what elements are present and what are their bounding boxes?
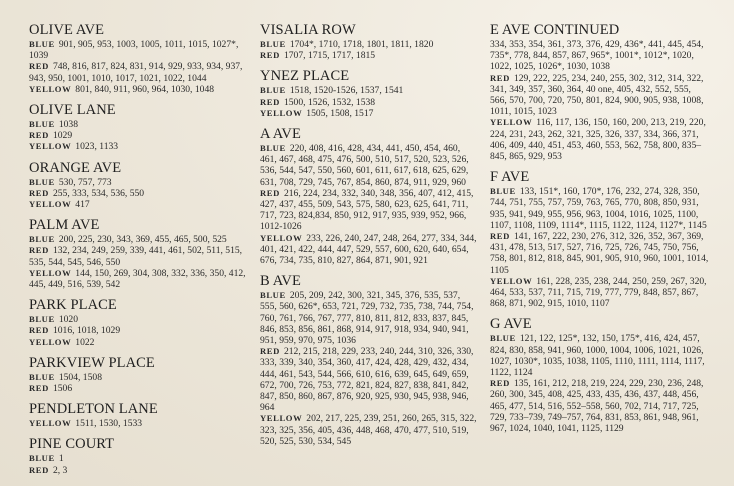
street-name: YNEZ PLACE [260, 68, 350, 85]
color-label: RED [260, 346, 280, 357]
street-entry [490, 316, 710, 434]
street-entry [29, 217, 247, 290]
street-name: PARKVIEW PLACE [29, 354, 155, 371]
address-line [490, 73, 710, 118]
address-line [29, 130, 247, 141]
street-entry [29, 436, 247, 475]
address-line [260, 108, 478, 119]
address-numbers: 133, 151*, 160, 170*, 176, 232, 274, 328, 350, 744, 751, 755, 757, 759, 763, 765, 770, 808, 850, 931, 935, 941, 949, 955, 956, 963, 1004, 1016, 1025, 1100, 1107, 1108, 1109, 1114*, 1115, 1122, 1124, 1127*, 1145 [490, 186, 707, 231]
street-name: PALM AVE [29, 217, 100, 234]
street-entry [29, 160, 247, 211]
address-line [490, 39, 710, 73]
address-numbers: 132, 234, 249, 259, 339, 441, 461, 502, 511, 515, 535, 544, 545, 546, 550 [29, 245, 243, 268]
address-line [29, 141, 247, 152]
address-numbers: 135, 161, 212, 218, 219, 224, 229, 230, 236, 248, 260, 300, 345, 408, 425, 433, 435, 436, 437, 448, 456, 465, 477, 514, 516, 552–558, 560, 702, 714, 717, 725, 729, 733–739, 749–757, 764, 831, 853, 861, 948, 961, 967, 1024, 1040, 1041, 1125, 1129 [490, 378, 704, 435]
address-numbers: 334, 353, 354, 361, 373, 376, 429, 436*, 441, 445, 454, 735*, 778, 844, 857, 867, 965*, 1001*, 1012*, 1020, 1022, 1025, 1026*, 1030, 1038 [490, 39, 704, 73]
street-name: PINE COURT [29, 436, 115, 453]
address-line [490, 276, 710, 310]
color-label: YELLOW [29, 199, 72, 210]
street-entry [29, 355, 247, 394]
address-line [29, 119, 247, 130]
address-numbers: 2, 3 [52, 464, 68, 476]
address-line [29, 199, 247, 210]
street-name: ORANGE AVE [29, 159, 122, 176]
address-line [29, 383, 247, 394]
address-numbers: 141, 167, 222, 230, 276, 312, 326, 352, 367, 369, 431, 478, 513, 517, 527, 716, 725, 726, 745, 750, 756, 758, 801, 812, 818, 845, 901, 905, 910, 960, 1001, 1014, 1105 [490, 231, 709, 276]
address-line [260, 143, 478, 188]
street-name: OLIVE LANE [29, 102, 116, 119]
color-label: RED [490, 72, 510, 83]
address-numbers: 161, 228, 235, 238, 244, 250, 259, 267, 320, 464, 533, 537, 711, 715, 719, 777, 779, 848, 857, 867, 868, 871, 902, 915, 1010, 1107 [490, 275, 707, 310]
color-label: BLUE [260, 39, 286, 49]
address-numbers: 1518, 1520-1526, 1537, 1541 [289, 85, 404, 97]
address-line [29, 84, 247, 95]
address-numbers: 1505, 1508, 1517 [306, 107, 374, 119]
color-label: RED [490, 378, 510, 389]
address-line [260, 346, 478, 413]
address-line [260, 188, 478, 233]
color-label: BLUE [490, 186, 516, 197]
color-label: YELLOW [490, 275, 533, 286]
color-label: BLUE [260, 143, 286, 154]
color-label: BLUE [260, 85, 286, 96]
street-name: G AVE [490, 316, 532, 333]
address-numbers: 212, 215, 218, 229, 233, 240, 244, 310, 326, 330, 333, 339, 340, 354, 360, 417, 424, 428, 429, 432, 434, 444, 461, 543, 544, 566, 610, 616, 639, 645, 649, 659, 672, 700, 726, 753, 772, 821, 824, 827, 838, 841, 842, 847, 850, 860, 867, 876, 920, 925, 930, 945, 938, 946, 964 [260, 346, 474, 414]
address-numbers: 116, 117, 136, 150, 160, 200, 213, 219, 220, 224, 231, 243, 262, 321, 325, 326, 337, 334, 366, 371, 406, 409, 440, 451, 453, 460, 553, 562, 758, 800, 835–845, 865, 929, 953 [490, 117, 706, 163]
color-label: RED [29, 464, 49, 475]
color-label: BLUE [29, 314, 55, 325]
address-line [29, 337, 247, 348]
color-label: BLUE [29, 453, 55, 464]
street-name: B AVE [260, 273, 301, 290]
color-label: YELLOW [29, 141, 72, 152]
address-line [29, 177, 247, 188]
address-numbers: 205, 209, 242, 300, 321, 345, 376, 535, 537, 555, 560, 626*, 653, 721, 729, 732, 735, 738, 744, 754, 760, 761, 766, 767, 777, 810, 811, 812, 833, 837, 845, 846, 853, 856, 861, 868, 914, 917, 918, 934, 940, 941, 951, 959, 970, 975, 1036 [260, 290, 474, 347]
street-name: VISALIA ROW [260, 22, 356, 38]
address-numbers: 200, 225, 230, 343, 369, 455, 465, 500, 525 [58, 234, 227, 246]
color-label: RED [260, 187, 280, 198]
street-entry [260, 273, 478, 447]
color-label: BLUE [29, 39, 55, 49]
street-entry [490, 169, 710, 309]
address-line [29, 188, 247, 199]
address-numbers: 144, 150, 269, 304, 308, 332, 336, 350, 412, 445, 449, 516, 539, 542 [29, 267, 246, 291]
color-label: BLUE [29, 119, 55, 130]
address-numbers: 1016, 1018, 1029 [52, 325, 121, 337]
street-name: PARK PLACE [29, 297, 117, 314]
street-entry [29, 102, 247, 153]
street-entry [29, 297, 247, 348]
color-label: YELLOW [29, 83, 72, 94]
street-entry [29, 22, 247, 95]
street-name: E AVE CONTINUED [490, 22, 620, 38]
color-label: RED [260, 50, 280, 61]
color-label: BLUE [29, 176, 55, 187]
address-numbers: 121, 122, 125*, 132, 150, 175*, 416, 424, 457, 824, 830, 858, 941, 960, 1000, 1004, 1006, 1021, 1026, 1027, 1030*, 1035, 1038, 1105, 1110, 1111, 1114, 1117, 1122, 1124 [490, 333, 705, 379]
address-line [29, 61, 247, 83]
address-line [29, 325, 247, 336]
address-numbers: 220, 408, 416, 428, 434, 441, 450, 454, 460, 461, 467, 468, 475, 476, 500, 510, 517, 520, 523, 526, 536, 544, 547, 550, 560, 601, 611, 617, 618, 625, 629, 631, 708, 729, 745, 767, 854, 860, 874, 911, 929, 960 [260, 143, 469, 188]
street-entry [260, 126, 478, 266]
color-label: BLUE [260, 290, 286, 301]
address-numbers: 1504, 1508 [58, 371, 102, 383]
color-label: YELLOW [490, 117, 533, 128]
address-numbers: 1020 [58, 314, 78, 326]
address-line [490, 378, 710, 434]
address-line [260, 290, 478, 346]
color-label: RED [29, 325, 49, 336]
address-line [260, 233, 478, 267]
color-label: BLUE [490, 333, 516, 344]
address-numbers: 901, 905, 953, 1003, 1005, 1011, 1015, 1027*, 1039 [29, 39, 239, 62]
column-1 [29, 22, 247, 483]
address-numbers: 417 [75, 199, 90, 211]
address-numbers: 801, 840, 911, 960, 964, 1030, 1048 [75, 83, 215, 95]
address-numbers: 1023, 1133 [75, 141, 119, 153]
street-entry [490, 22, 710, 162]
address-line [260, 50, 478, 61]
address-numbers: 233, 226, 240, 247, 248, 264, 277, 334, 344, 401, 421, 422, 444, 447, 529, 557, 600, 620, 640, 654, 676, 734, 735, 810, 827, 864, 871, 901, 921 [260, 232, 477, 267]
color-label: BLUE [29, 234, 55, 245]
color-label: YELLOW [260, 107, 303, 118]
address-line [29, 453, 247, 464]
column-3 [490, 22, 710, 441]
street-name: F AVE [490, 169, 530, 186]
street-name: A AVE [260, 126, 301, 143]
address-line [490, 117, 710, 162]
address-numbers: 1029 [52, 130, 73, 142]
address-numbers: 216, 224, 234, 332, 340, 348, 356, 407, 412, 415, 427, 437, 455, 509, 543, 575, 580, 623, 625, 641, 711, 717, 723, 824,834, 850, 912, 917, 935, 939, 952, 966, 1012-1026 [260, 187, 474, 233]
color-label: YELLOW [29, 418, 72, 429]
address-line [29, 39, 247, 61]
address-line [490, 186, 710, 231]
color-label: RED [490, 231, 510, 242]
address-line [29, 372, 247, 383]
address-line [29, 245, 247, 267]
street-name: OLIVE AVE [29, 22, 105, 38]
address-numbers: 1511, 1530, 1533 [75, 418, 143, 430]
address-numbers: 1500, 1526, 1532, 1538 [283, 96, 376, 108]
street-entry [29, 401, 247, 429]
color-label: RED [29, 130, 49, 141]
address-line [29, 234, 247, 245]
color-label: RED [29, 383, 49, 394]
address-line [490, 333, 710, 378]
address-numbers: 1506 [52, 383, 73, 395]
street-entry [260, 68, 478, 119]
address-numbers: 1038 [58, 119, 78, 131]
color-label: BLUE [29, 371, 55, 382]
column-2 [260, 22, 478, 454]
address-line [29, 268, 247, 290]
address-numbers: 1 [58, 453, 64, 465]
address-line [29, 314, 247, 325]
address-numbers: 129, 222, 225, 234, 240, 255, 302, 312, 314, 322, 341, 349, 357, 360, 364, 40 one, 405, 432, 552, 555, 566, 570, 700, 720, 750, 801, 824, 900, 905, 938, 1008, 1011, 1015, 1023 [490, 72, 704, 118]
color-label: YELLOW [260, 413, 303, 424]
color-label: RED [29, 61, 49, 72]
color-label: YELLOW [29, 267, 72, 278]
address-numbers: 255, 333, 534, 536, 550 [52, 187, 145, 199]
address-numbers: 530, 757, 773 [58, 176, 112, 188]
address-line [490, 231, 710, 276]
address-numbers: 202, 217, 225, 239, 251, 260, 265, 315, 322, 323, 325, 356, 405, 436, 448, 468, 470, 477, 510, 519, 520, 525, 530, 534, 545 [260, 413, 477, 447]
address-line [29, 418, 247, 429]
address-numbers: 1704*, 1710, 1718, 1801, 1811, 1820 [289, 39, 434, 50]
color-label: YELLOW [260, 232, 303, 243]
color-label: YELLOW [29, 336, 72, 347]
address-numbers: 748, 816, 817, 824, 831, 914, 929, 933, 934, 937, 943, 950, 1001, 1010, 1017, 1021, 1022, 1044 [29, 61, 243, 84]
address-line [260, 97, 478, 108]
street-name: PENDLETON LANE [29, 401, 158, 418]
color-label: RED [29, 187, 49, 198]
address-line [260, 413, 478, 447]
address-line [29, 465, 247, 476]
color-label: RED [260, 96, 280, 107]
address-line [260, 85, 478, 96]
street-entry [260, 22, 478, 61]
color-label: RED [29, 245, 49, 256]
address-numbers: 1022 [75, 336, 95, 348]
address-line [260, 39, 478, 50]
address-numbers: 1707, 1715, 1717, 1815 [283, 50, 376, 62]
